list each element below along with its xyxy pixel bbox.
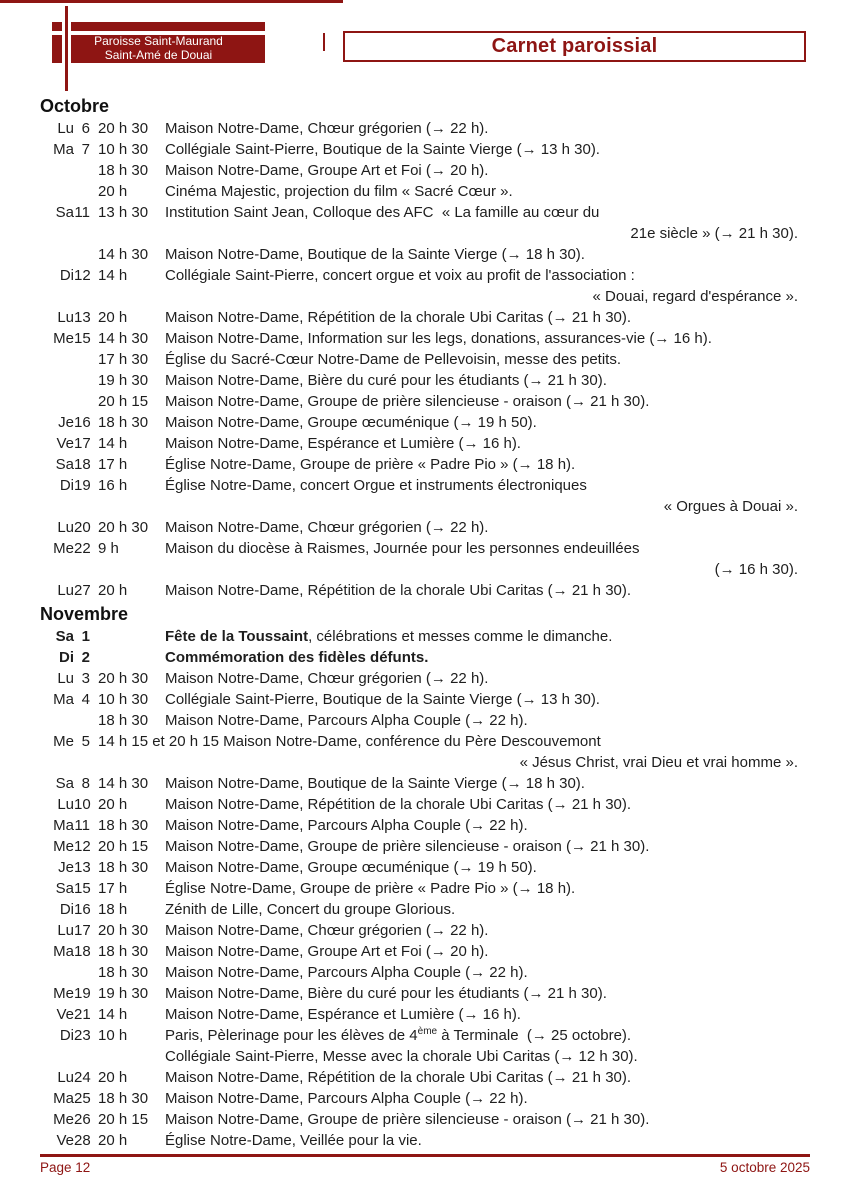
event-text: Maison Notre-Dame, Répétition de la chorale Ubi Caritas (→ 21 h 30).	[165, 1069, 632, 1086]
time-cell: 20 h 30	[98, 670, 149, 687]
time-cell: 18 h 30	[98, 964, 149, 981]
calendar-row	[40, 580, 810, 601]
calendar-row	[40, 668, 810, 689]
day-cell: Di	[59, 649, 74, 666]
day-cell: Ma	[53, 691, 74, 708]
date-cell	[74, 1046, 90, 1067]
event-text: Maison Notre-Dame, Bière du curé pour les étudiants (→ 21 h 30).	[165, 985, 607, 1002]
time-cell: 20 h 30	[98, 519, 149, 536]
day-cell: Ma	[53, 943, 74, 960]
date-cell	[74, 181, 90, 202]
parish-name-line1: Paroisse Saint-Maurand	[94, 34, 223, 48]
calendar-row	[40, 836, 810, 857]
day-cell	[40, 391, 74, 412]
parish-name	[52, 35, 265, 62]
day-cell: Sa	[55, 456, 74, 473]
time-cell: 19 h 30	[98, 372, 149, 389]
time-cell: 20 h	[98, 183, 128, 200]
calendar-row-continuation: « Jésus Christ, vrai Dieu et vrai homme ».	[519, 754, 798, 771]
time-cell: 16 h	[98, 477, 128, 494]
event-text-part: Paris, Pèlerinage pour les élèves de 4	[165, 1027, 418, 1044]
calendar-row	[40, 328, 810, 349]
time-cell: 18 h 30	[98, 943, 149, 960]
time-cell: 10 h 30	[98, 141, 149, 158]
calendar-row-continuation: (→ 16 h 30).	[714, 561, 798, 578]
event-text: Maison Notre-Dame, Groupe Art et Foi (→ 20 h).	[165, 162, 489, 179]
time-cell: 18 h 30	[98, 162, 149, 179]
date-cell: 3	[81, 670, 90, 687]
day-cell	[40, 160, 74, 181]
event-text: Cinéma Majestic, projection du film « Sacré Cœur ».	[165, 183, 513, 200]
date-cell: 18	[74, 456, 91, 473]
time-cell: 14 h 30	[98, 246, 149, 263]
date-cell	[74, 370, 90, 391]
event-text: Maison Notre-Dame, Chœur grégorien (→ 22 h).	[165, 519, 489, 536]
footer-page-number: Page 12	[40, 1160, 91, 1175]
time-cell: 19 h 30	[98, 985, 149, 1002]
date-cell	[74, 710, 90, 731]
day-cell: Sa	[55, 204, 74, 221]
date-cell: 2	[81, 649, 90, 666]
calendar-row	[40, 857, 810, 878]
date-cell: 7	[81, 141, 90, 158]
time-cell: 18 h 30	[98, 414, 149, 431]
event-text: Maison Notre-Dame, Groupe œcuménique (→ 19 h 50).	[165, 414, 537, 431]
date-cell: 22	[74, 540, 91, 557]
calendar-row	[40, 1067, 810, 1088]
event-text: Église du Sacré-Cœur Notre-Dame de Pellevoisin, messe des petits.	[165, 351, 622, 368]
day-cell: Di	[59, 901, 74, 918]
calendar-row	[40, 983, 810, 1004]
time-cell: 18 h 30	[98, 1090, 149, 1107]
event-text: Maison Notre-Dame, Groupe Art et Foi (→ 20 h).	[165, 943, 489, 960]
date-cell: 10	[74, 796, 91, 813]
page-title: Carnet paroissial	[491, 35, 658, 57]
day-cell: Ve	[56, 1132, 74, 1149]
calendar-row	[40, 815, 810, 836]
calendar-row	[40, 1004, 810, 1025]
calendar-row	[40, 941, 810, 962]
calendar-row	[40, 1046, 810, 1067]
date-cell: 23	[74, 1027, 91, 1044]
time-cell: 14 h	[98, 267, 128, 284]
event-text: Maison Notre-Dame, Répétition de la chorale Ubi Caritas (→ 21 h 30).	[165, 309, 632, 326]
date-cell: 17	[74, 922, 91, 939]
day-cell	[40, 181, 74, 202]
event-text: Maison Notre-Dame, Parcours Alpha Couple (→ 22 h).	[165, 712, 528, 729]
calendar-row	[40, 878, 810, 899]
date-cell: 5	[81, 733, 90, 750]
day-cell: Sa	[55, 880, 74, 897]
date-cell: 26	[74, 1111, 91, 1128]
parish-name-line2: Saint-Amé de Douai	[104, 47, 213, 62]
calendar-row	[40, 244, 810, 265]
time-cell: 17 h 30	[98, 351, 149, 368]
date-cell: 19	[74, 985, 91, 1002]
date-cell: 1	[81, 628, 90, 645]
calendar-row	[40, 1025, 810, 1046]
time-cell: 20 h 15	[98, 1111, 149, 1128]
time-cell: 20 h	[98, 796, 128, 813]
calendar-row	[40, 1088, 810, 1109]
event-text: Maison Notre-Dame, Parcours Alpha Couple (→ 22 h).	[165, 1090, 528, 1107]
day-cell: Lu	[57, 922, 74, 939]
date-cell	[74, 244, 90, 265]
date-cell: 15	[74, 880, 91, 897]
time-cell: 10 h 30	[98, 691, 149, 708]
time-cell: 17 h	[98, 880, 128, 897]
event-text: Maison Notre-Dame, Information sur les legs, donations, assurances-vie (→ 16 h).	[165, 330, 712, 347]
date-cell: 27	[74, 582, 91, 599]
event-text: Commémoration des fidèles défunts.	[165, 649, 429, 666]
event-text: Église Notre-Dame, Groupe de prière « Padre Pio » (→ 18 h).	[165, 456, 576, 473]
event-text: Maison Notre-Dame, Espérance et Lumière (→ 16 h).	[165, 435, 521, 452]
time-cell: 14 h 30	[98, 775, 149, 792]
date-cell: 11	[74, 204, 90, 221]
event-text: Maison Notre-Dame, Groupe de prière silencieuse - oraison (→ 21 h 30).	[165, 393, 650, 410]
date-cell: 20	[74, 519, 91, 536]
day-cell: Lu	[57, 1069, 74, 1086]
event-text: Maison Notre-Dame, Répétition de la chorale Ubi Caritas (→ 21 h 30).	[165, 796, 632, 813]
calendar-row	[40, 475, 810, 496]
date-cell: 12	[74, 838, 91, 855]
date-cell: 18	[74, 943, 91, 960]
title-box	[343, 31, 806, 62]
date-cell: 6	[81, 120, 90, 137]
time-cell: 20 h	[98, 582, 128, 599]
day-cell: Di	[59, 1027, 74, 1044]
calendar-row	[40, 391, 810, 412]
event-text: Maison Notre-Dame, Chœur grégorien (→ 22 h).	[165, 120, 489, 137]
day-cell: Di	[59, 267, 74, 284]
calendar-row	[40, 1109, 810, 1130]
calendar-row	[40, 899, 810, 920]
event-text: Maison Notre-Dame, Chœur grégorien (→ 22 h).	[165, 922, 489, 939]
vertical-rule	[65, 6, 68, 91]
event-text: Maison Notre-Dame, Boutique de la Sainte Vierge (→ 18 h 30).	[165, 246, 585, 263]
calendar-row	[40, 962, 810, 983]
time-cell: 20 h	[98, 1132, 128, 1149]
calendar-row	[40, 181, 810, 202]
calendar-row	[40, 160, 810, 181]
section-heading-novembre: Novembre	[40, 604, 129, 624]
day-cell: Ve	[56, 435, 74, 452]
time-cell: 14 h	[98, 1006, 128, 1023]
event-text: Maison Notre-Dame, Groupe de prière silencieuse - oraison (→ 21 h 30).	[165, 838, 650, 855]
event-text: Maison Notre-Dame, Groupe œcuménique (→ 19 h 50).	[165, 859, 537, 876]
date-cell	[74, 391, 90, 412]
event-text: Maison Notre-Dame, Parcours Alpha Couple (→ 22 h).	[165, 964, 528, 981]
time-cell: 17 h	[98, 456, 128, 473]
event-text	[165, 626, 810, 647]
event-text-part: Fête de la Toussaint	[165, 628, 309, 645]
day-cell: Me	[53, 1111, 74, 1128]
date-cell: 28	[74, 1132, 91, 1149]
day-cell: Lu	[57, 120, 74, 137]
date-cell: 24	[74, 1069, 91, 1086]
footer	[40, 1159, 810, 1177]
calendar-row	[40, 202, 810, 223]
header-tick-rule	[323, 33, 325, 51]
calendar	[40, 95, 810, 1151]
date-cell: 25	[74, 1090, 91, 1107]
day-cell	[40, 349, 74, 370]
calendar-row	[40, 265, 810, 286]
event-text: Maison Notre-Dame, Chœur grégorien (→ 22 h).	[165, 670, 489, 687]
event-text: Église Notre-Dame, concert Orgue et instruments électroniques	[165, 477, 587, 494]
day-cell: Me	[53, 330, 74, 347]
section-heading-octobre: Octobre	[40, 96, 110, 116]
day-cell: Me	[53, 733, 74, 750]
day-cell: Lu	[57, 796, 74, 813]
event-text: Collégiale Saint-Pierre, Boutique de la Sainte Vierge (→ 13 h 30).	[165, 141, 600, 158]
calendar-row	[40, 794, 810, 815]
time-cell: 13 h 30	[98, 204, 149, 221]
date-cell: 15	[74, 330, 91, 347]
event-text: 14 h 15 et 20 h 15 Maison Notre-Dame, conférence du Père Descouvemont	[98, 733, 601, 750]
day-cell: Ma	[53, 141, 74, 158]
day-cell	[40, 1046, 74, 1067]
day-cell: Je	[58, 859, 74, 876]
calendar-row	[40, 647, 810, 668]
calendar-row	[40, 1130, 810, 1151]
event-text: Maison Notre-Dame, Parcours Alpha Couple (→ 22 h).	[165, 817, 528, 834]
day-cell	[40, 962, 74, 983]
day-cell: Lu	[57, 519, 74, 536]
date-cell	[74, 160, 90, 181]
event-text: Collégiale Saint-Pierre, Boutique de la Sainte Vierge (→ 13 h 30).	[165, 691, 600, 708]
date-cell: 21	[74, 1006, 91, 1023]
date-cell: 12	[74, 267, 91, 284]
calendar-row-continuation: « Douai, regard d'espérance ».	[592, 288, 798, 305]
event-text: Zénith de Lille, Concert du groupe Glorious.	[165, 901, 456, 918]
time-cell: 10 h	[98, 1027, 128, 1044]
day-cell: Ma	[53, 817, 74, 834]
time-cell: 18 h 30	[98, 712, 149, 729]
event-text-part: ème	[417, 1026, 438, 1037]
calendar-row	[40, 538, 810, 559]
date-cell: 16	[74, 901, 91, 918]
time-cell: 18 h 30	[98, 859, 149, 876]
calendar-row	[40, 920, 810, 941]
date-cell: 13	[74, 859, 91, 876]
event-text: Maison Notre-Dame, Répétition de la chorale Ubi Caritas (→ 21 h 30).	[165, 582, 632, 599]
event-text-part: , célébrations et messes comme le dimanche.	[308, 628, 613, 645]
calendar-row	[40, 731, 810, 752]
time-cell: 14 h 30	[98, 330, 149, 347]
day-cell: Me	[53, 985, 74, 1002]
calendar-row	[40, 118, 810, 139]
date-cell: 13	[74, 309, 91, 326]
calendar-row	[40, 626, 810, 647]
calendar-row	[40, 349, 810, 370]
calendar-row-continuation: « Orgues à Douai ».	[663, 498, 798, 515]
calendar-row	[40, 689, 810, 710]
time-cell: 20 h 30	[98, 120, 149, 137]
footer-date: 5 octobre 2025	[719, 1160, 810, 1175]
calendar-row	[40, 139, 810, 160]
date-cell: 11	[74, 817, 90, 834]
time-cell: 18 h	[98, 901, 128, 918]
event-text: Maison Notre-Dame, Boutique de la Sainte Vierge (→ 18 h 30).	[165, 775, 585, 792]
event-text: Maison Notre-Dame, Bière du curé pour les étudiants (→ 21 h 30).	[165, 372, 607, 389]
calendar-row-continuation: 21e siècle » (→ 21 h 30).	[630, 225, 798, 242]
parish-box	[52, 22, 265, 63]
time-cell	[98, 1046, 165, 1067]
time-cell: 9 h	[98, 540, 119, 557]
calendar-row	[40, 710, 810, 731]
date-cell	[74, 962, 90, 983]
event-text-part: à Terminale (→ 25 octobre).	[437, 1027, 632, 1044]
time-cell	[98, 647, 165, 668]
event-text: Collégiale Saint-Pierre, Messe avec la chorale Ubi Caritas (→ 12 h 30).	[165, 1048, 638, 1065]
calendar-row	[40, 412, 810, 433]
date-cell: 17	[74, 435, 91, 452]
event-text: Église Notre-Dame, Veillée pour la vie.	[165, 1132, 422, 1149]
footer-rule	[40, 1154, 810, 1157]
day-cell: Lu	[57, 309, 74, 326]
time-cell: 18 h 30	[98, 817, 149, 834]
calendar-row	[40, 454, 810, 475]
date-cell: 8	[81, 775, 90, 792]
day-cell: Sa	[55, 628, 74, 645]
day-cell: Lu	[57, 670, 74, 687]
day-cell: Lu	[57, 582, 74, 599]
calendar-row	[40, 517, 810, 538]
day-cell	[40, 244, 74, 265]
time-cell: 20 h 15	[98, 838, 149, 855]
event-text: Institution Saint Jean, Colloque des AFC « La famille au cœur du	[165, 204, 600, 221]
day-cell	[40, 370, 74, 391]
day-cell	[40, 710, 74, 731]
calendar-row	[40, 307, 810, 328]
time-cell: 20 h 30	[98, 922, 149, 939]
event-text: Église Notre-Dame, Groupe de prière « Padre Pio » (→ 18 h).	[165, 880, 576, 897]
date-cell: 19	[74, 477, 91, 494]
event-text: Maison Notre-Dame, Groupe de prière silencieuse - oraison (→ 21 h 30).	[165, 1111, 650, 1128]
time-cell	[98, 626, 165, 647]
event-text: Maison du diocèse à Raismes, Journée pour les personnes endeuillées	[165, 540, 640, 557]
date-cell: 16	[74, 414, 91, 431]
day-cell: Ma	[53, 1090, 74, 1107]
day-cell: Di	[59, 477, 74, 494]
event-text	[165, 1025, 810, 1046]
date-cell: 4	[81, 691, 90, 708]
calendar-row	[40, 370, 810, 391]
day-cell: Me	[53, 838, 74, 855]
day-cell: Sa	[55, 775, 74, 792]
time-cell: 20 h 15	[98, 393, 149, 410]
date-cell	[74, 349, 90, 370]
event-text: Maison Notre-Dame, Espérance et Lumière (→ 16 h).	[165, 1006, 521, 1023]
calendar-row	[40, 773, 810, 794]
time-cell: 14 h	[98, 435, 128, 452]
calendar-row	[40, 433, 810, 454]
day-cell: Me	[53, 540, 74, 557]
time-cell: 20 h	[98, 309, 128, 326]
day-cell: Je	[58, 414, 74, 431]
header-rule	[0, 0, 343, 3]
day-cell: Ve	[56, 1006, 74, 1023]
event-text: Collégiale Saint-Pierre, concert orgue et voix au profit de l'association :	[165, 267, 635, 284]
time-cell: 20 h	[98, 1069, 128, 1086]
